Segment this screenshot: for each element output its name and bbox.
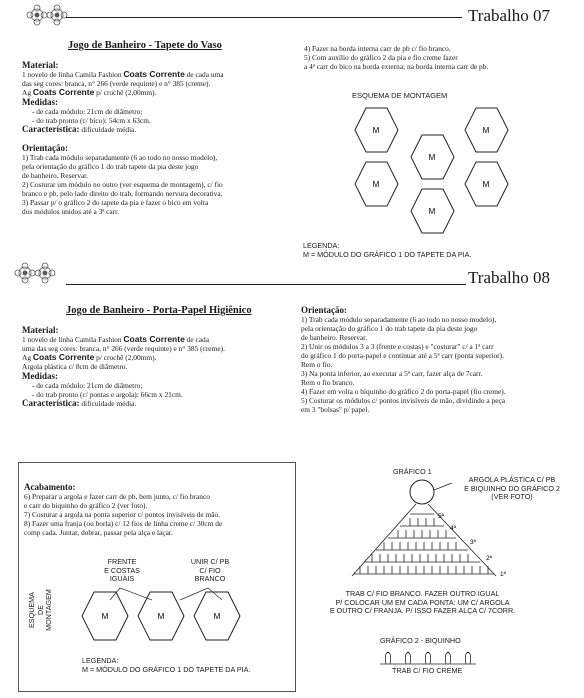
material-line1a: 1 novelo de linha Camila Fashion <box>22 70 124 79</box>
orientacao-line: 3) Na ponta inferior, ao executar a 5ª carr, fazer alça de 7carr. <box>301 369 483 378</box>
orientacao-line: 2) Unir os módulos 3 a 3 (frente e costas) e "costurar" c/ a 1ª carr <box>301 342 494 351</box>
orientacao-line: do gráfico 1 do porta-papel e continuar até a 5ª carr (ponta superior). <box>301 351 504 360</box>
material-line1a: 1 novelo de linha Camila Fashion <box>22 335 124 344</box>
medidas-heading-08: Medidas: <box>22 371 58 381</box>
row-label: 2ª <box>486 555 493 562</box>
legenda-07 <box>303 242 471 259</box>
acabamento-section <box>24 482 292 537</box>
material-heading-08: Material: <box>22 325 59 335</box>
orientacao-line: Rem o fio branco. <box>301 378 355 387</box>
trab-note-line: E OUTRO C/ FRANJA. P/ ISSO FAZER ALÇA C/ 7CORR. <box>329 606 516 615</box>
orientacao-line: 5) Costurar os módulos c/ pontos invisíveis de mão, dividindo a peça <box>301 396 506 405</box>
legenda-text: M = MÓDULO DO GRÁFICO 1 DO TAPETE DA PIA. <box>82 664 251 674</box>
medidas-line: - de cada módulo: 21cm de diâmetro; <box>32 381 143 390</box>
module-label: M <box>101 612 109 621</box>
crochet-chart-grafico1 <box>340 478 520 583</box>
caracteristica-text-07: dificuldade média. <box>79 125 137 134</box>
section-title-08: Jogo de Banheiro - Porta-Papel Higiênico <box>66 305 252 316</box>
grafico2-note: TRAB C/ FIO CREME <box>392 666 463 675</box>
material-line3b: p/ crochê (2,00mm). <box>94 88 157 97</box>
trab-note-line: TRAB C/ FIO BRANCO. FAZER OUTRO IGUAL <box>345 589 500 598</box>
argola-line: E BIQUINHO DO GRÁFICO 2 <box>464 483 560 493</box>
material-line2: uma das seg cores: branca, n° 266 (verde requinte) e n° 385 (creme). <box>22 344 225 353</box>
module-label: M <box>372 180 380 189</box>
material-line1b: de cada <box>184 335 210 344</box>
orientacao-line: Rem o fio. <box>301 360 333 369</box>
row-label: 3ª <box>470 539 477 546</box>
material-line2: das seg cores: branca, n° 266 (verde requinte) e n° 385 (creme). <box>22 79 211 88</box>
orientacao-line: pela orientação do gráfico 1 do trab tapete da pia deste jogo <box>301 324 478 333</box>
module-label: M <box>428 207 436 216</box>
frente-line: E COSTAS <box>104 565 140 575</box>
trab-note-line: P/ COLOCAR UM EM CADA PONTA: UM C/ ARGOLA <box>335 597 510 607</box>
acabamento-line: comp cada. Juntar, dobrar, passar pela alça e laçar. <box>24 528 173 537</box>
material-line3a: Ag <box>22 88 33 97</box>
acabamento-line: e carr do biquinho do gráfico 2 (ver foto). <box>24 501 148 510</box>
legenda-08 <box>82 657 250 674</box>
material-line3b: p/ crochê (2,00mm). <box>94 353 157 362</box>
esquema-vertical-label <box>28 580 54 640</box>
module-label: M <box>428 153 436 162</box>
legenda-label: LEGENDA: <box>303 241 340 250</box>
medidas-line: - de cada módulo: 21cm de diâmetro; <box>32 107 143 116</box>
material-text-07 <box>22 70 297 97</box>
medidas-text-08 <box>22 381 297 399</box>
orientacao-line: 2) Costurar um módulo no outro (ver esquema de montagem), c/ fio <box>22 180 223 189</box>
frente-line: IGUAIS <box>109 574 135 583</box>
left-column-08 <box>22 325 297 408</box>
montage-diagram-08 <box>60 580 300 660</box>
row-label: 1ª <box>500 571 507 578</box>
brand-name: Coats Corrente <box>32 352 95 362</box>
material-line4: Argola plástica c/ 8cm de diâmetro. <box>22 362 128 371</box>
orientacao-heading-08: Orientação: <box>301 305 347 315</box>
legenda-label: LEGENDA: <box>82 656 119 665</box>
medidas-heading-07: Medidas: <box>22 97 58 107</box>
argola-line: ARGOLA PLÁSTICA C/ PB <box>468 475 556 484</box>
section-title-07: Jogo de Banheiro - Tapete do Vaso <box>68 40 222 51</box>
frente-line: FRENTE <box>107 557 137 566</box>
orientacao-line: 1) Trab cada módulo separadamente (6 ao todo no nosso modelo), <box>301 315 497 324</box>
work-number-07: Trabalho 07 <box>468 6 551 25</box>
pointer-line <box>434 483 452 490</box>
orientacao-line: 1) Trab cada módulo separadamente (6 ao todo no nosso modelo), <box>22 153 218 162</box>
esquema-line: ESQUEMA <box>27 592 36 628</box>
header-rule-07 <box>66 17 462 18</box>
module-label: M <box>482 180 490 189</box>
medidas-text-07 <box>22 107 297 125</box>
argola-line: (VER FOTO) <box>491 492 533 501</box>
work-number-08: Trabalho 08 <box>468 268 551 287</box>
row-label: 4ª <box>450 525 457 532</box>
caracteristica-label-07: Característica: <box>22 124 80 134</box>
module-label: M <box>482 126 490 135</box>
orientacao-line: de banheiro. Reservar. <box>22 171 89 180</box>
orientacao-line: 4) Fazer em volta o biquinho do gráfico 2 do porta-papel (fio creme). <box>301 387 506 396</box>
orientacao-text-08 <box>301 315 581 414</box>
acabamento-text <box>24 492 292 537</box>
brand-name: Coats Corrente <box>123 69 185 79</box>
orientacao-line: dos módulos unidos até a 3ª carr. <box>22 207 120 216</box>
header-rule-08 <box>66 284 466 285</box>
medidas-line: - do trab pronto (c/ pontas e argola): 66cm x 21cm. <box>32 390 183 399</box>
crochet-chart-grafico2 <box>378 648 478 666</box>
orientacao-line: pela orientação do gráfico 1 do trab tapete da pia deste jogo <box>22 162 199 171</box>
esquema-title-07: ESQUEMA DE MONTAGEM <box>352 91 448 100</box>
brand-name: Coats Corrente <box>123 334 185 344</box>
orientacao-line: 5) Com auxílio do gráfico 2 da pia e fio creme fazer <box>304 53 458 62</box>
orientacao-line: 3) Passar p/ o gráfico 2 do tapete da pia e fazer o bico em volta <box>22 198 209 207</box>
orientacao-text-07 <box>22 153 297 216</box>
grafico1-label: GRÁFICO 1 <box>393 467 432 476</box>
row-label: 5ª <box>438 513 445 520</box>
right-column-08 <box>301 305 581 414</box>
module-label: M <box>213 612 221 621</box>
esquema-line: DE <box>35 605 45 615</box>
material-line3a: Ag <box>22 353 33 362</box>
unir-line: UNIR C/ PB <box>190 557 230 566</box>
acabamento-heading: Acabamento: <box>24 482 76 492</box>
grafico2-label: GRÁFICO 2 - BIQUINHO <box>380 636 461 645</box>
acabamento-line: 6) Preparar a argola e fazer carr de pb, bem junto, c/ fio branco <box>24 492 210 501</box>
orientacao-line: de banheiro. Reservar. <box>301 333 368 342</box>
acabamento-line: 7) Costurar a argola na ponta superior c/ pontos invisíveis de mão. <box>24 510 221 519</box>
caracteristica-label-08: Característica: <box>22 398 80 408</box>
legenda-text: M = MÓDULO DO GRÁFICO 1 DO TAPETE DA PIA. <box>303 249 472 259</box>
orientacao-line: 4) Fazer na borda interna carr de pb c/ fio branco. <box>304 44 451 53</box>
medidas-line: - do trab pronto (c/ bico): 54cm x 63cm. <box>32 116 151 125</box>
material-text-08 <box>22 335 297 371</box>
flower-decoration-middle <box>0 258 70 288</box>
orientacao-line: branco e pb, pelo lado direito do trab, formando nervura decorativa. <box>22 189 223 198</box>
module-label: M <box>157 612 165 621</box>
unir-line: BRANCO <box>194 574 226 583</box>
esquema-line: MONTAGEM <box>44 589 53 631</box>
module-label: M <box>372 126 380 135</box>
ring-shape <box>410 480 434 504</box>
right-column-07 <box>304 44 579 71</box>
montage-diagram-07 <box>330 100 530 240</box>
trab-note <box>310 590 535 616</box>
unir-line: C/ FIO <box>199 565 221 575</box>
orientacao-line: a 4ª carr do bico na borda externa; na borda interna carr de pb. <box>304 62 489 71</box>
material-line1b: de cada uma <box>184 70 224 79</box>
orientacao-line: em 3 "bolsas" p/ papel. <box>301 405 370 414</box>
orientacao-heading-07: Orientação: <box>22 143 68 153</box>
material-heading-07: Material: <box>22 60 59 70</box>
caracteristica-text-08: dificuldade média. <box>79 399 137 408</box>
flower-decoration-top <box>0 0 70 30</box>
left-column-07 <box>22 60 297 216</box>
acabamento-line: 8) Fazer uma franja (ou borla) c/ 12 fios de linha creme c/ 30cm de <box>24 519 223 528</box>
brand-name: Coats Corrente <box>32 87 95 97</box>
